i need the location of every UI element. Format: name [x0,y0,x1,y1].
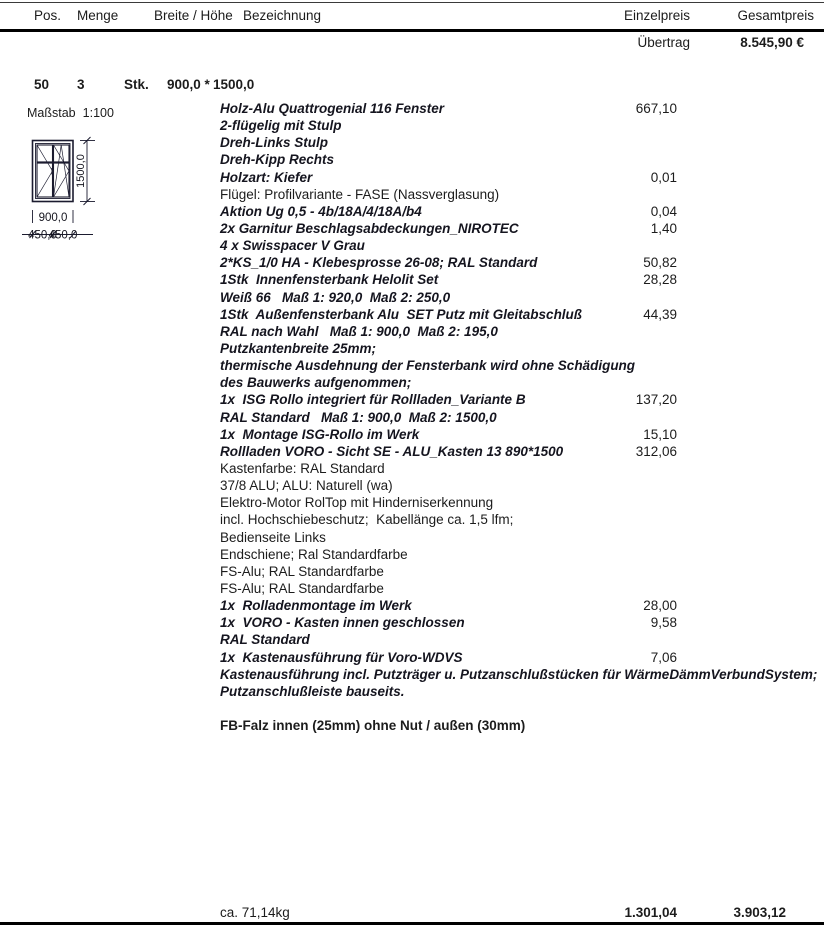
description-text: RAL Standard [220,632,310,648]
description-line [0,597,824,614]
description-line [0,340,824,357]
column-header-menge: Menge [77,8,119,23]
description-line [0,717,824,734]
description-text: Kastenausführung incl. Putzträger u. Putzanschlußstücken für WärmeDämmVerbundSystem; [220,666,818,682]
einzelpreis-value: 28,00 [643,598,677,614]
item-pos: 50 [34,77,50,92]
einzelpreis-value: 1,40 [650,220,677,236]
description-text: Dreh-Kipp Rechts [220,152,335,168]
description-text: Dreh-Links Stulp [220,135,329,151]
description-text: incl. Hochschiebeschutz; Kabellänge ca. 1,5 lfm; [220,512,514,528]
description-line [0,100,824,117]
description-text: 1x Montage ISG-Rollo im Werk [220,426,420,442]
item-hoehe: 1500,0 [213,77,255,92]
description-line [0,477,824,494]
description-text: 37/8 ALU; ALU: Naturell (wa) [220,478,393,494]
description-text: Holzart: Kiefer [220,169,313,185]
column-header-bezeichnung: Bezeichnung [243,8,322,23]
description-block [0,100,824,734]
description-line [0,580,824,597]
einzelpreis-value: 667,10 [635,101,677,116]
description-line [0,511,824,528]
description-text: Flügel: Profilvariante - FASE (Nassverglasung) [220,186,500,202]
description-text: thermische Ausdehnung der Fensterbank wird ohne Schädigung [220,358,636,374]
description-text: Putzkantenbreite 25mm; [220,340,377,356]
header-rule [0,29,824,32]
description-text: Kastenfarbe: RAL Standard [220,460,385,476]
description-line [0,134,824,151]
description-line [0,186,824,203]
description-text: FS-Alu; RAL Standardfarbe [220,563,384,579]
masstab-value: 1:100 [82,106,114,120]
item-einzelpreis-total: 1.301,04 [624,905,677,920]
description-text: RAL nach Wahl Maß 1: 900,0 Maß 2: 195,0 [220,323,498,339]
item-gesamtpreis-total: 3.903,12 [733,905,786,920]
height-dimension-label: 1500,0 [74,154,87,188]
description-line [0,254,824,271]
description-line [0,357,824,374]
column-header-breite-hoehe: Breite / Höhe [154,8,233,23]
description-text: FB-Falz innen (25mm) ohne Nut / außen (30mm) [220,718,526,734]
width-dimension-label: 900,0 [38,212,68,224]
top-rule [0,2,824,3]
description-text: 1x VORO - Kasten innen geschlossen [220,615,465,631]
einzelpreis-value: 44,39 [643,306,677,322]
einzelpreis-value: 137,20 [635,392,677,408]
description-text: 1Stk Innenfensterbank Helolit Set [220,272,439,288]
einzelpreis-value: 0,01 [650,169,677,185]
description-line [0,529,824,546]
description-line [0,426,824,443]
einzelpreis-value: 7,06 [650,649,677,665]
description-text: 4 x Swisspacer V Grau [220,238,365,254]
description-text: RAL Standard Maß 1: 900,0 Maß 2: 1500,0 [220,409,497,425]
description-line [0,700,824,717]
description-line [0,666,824,683]
description-line [0,614,824,631]
item-breite: 900,0 * [167,77,210,92]
half-dimension-label-left: 450,0 [28,229,57,242]
description-line [0,546,824,563]
description-text: Holz-Alu Quattrogenial 116 Fenster [220,101,445,116]
einzelpreis-value: 0,04 [650,203,677,219]
description-line [0,306,824,323]
description-line [0,631,824,648]
description-text: 2x Garnitur Beschlagsabdeckungen_NIROTEC [220,220,519,236]
description-text: des Bauwerks aufgenommen; [220,375,412,391]
column-header-gesamtpreis: Gesamtpreis [737,8,814,23]
description-text: 1x Rolladenmontage im Werk [220,598,412,614]
description-text: Rollladen VORO - Sicht SE - ALU_Kasten 13 890*1500 [220,443,564,459]
description-line [0,409,824,426]
item-menge: 3 [77,77,85,92]
einzelpreis-value: 15,10 [643,426,677,442]
einzelpreis-value: 9,58 [650,615,677,631]
description-text: 1x Kastenausführung für Voro-WDVS [220,649,463,665]
description-line [0,494,824,511]
description-line [0,289,824,306]
einzelpreis-value: 50,82 [643,255,677,271]
einzelpreis-value: 28,28 [643,272,677,288]
einzelpreis-value: 312,06 [635,443,677,459]
description-text: 1Stk Außenfensterbank Alu SET Putz mit Gleitabschluß [220,306,583,322]
item-weight: ca. 71,14kg [220,905,290,920]
half-dimension-label-right: 450,0 [48,229,78,242]
description-text: 2*KS_1/0 HA - Klebesprosse 26-08; RAL Standard [220,255,538,271]
column-header-einzelpreis: Einzelpreis [623,8,690,23]
description-line [0,151,824,168]
description-line [0,460,824,477]
description-line [0,683,824,700]
description-text: Endschiene; Ral Standardfarbe [220,546,408,562]
description-line [0,563,824,580]
description-line [0,323,824,340]
description-text: Elektro-Motor RolTop mit Hinderniserkennung [220,495,494,511]
description-text: Putzanschlußleiste bauseits. [220,683,405,699]
description-line [0,169,824,186]
description-text: Weiß 66 Maß 1: 920,0 Maß 2: 250,0 [220,289,451,305]
description-line [0,203,824,220]
description-line [0,237,824,254]
bottom-rule [0,922,824,925]
description-text: Aktion Ug 0,5 - 4b/18A/4/18A/b4 [220,203,422,219]
masstab-label: Maßstab [27,106,76,120]
description-line [0,271,824,288]
uebertrag-value: 8.545,90 € [740,35,804,50]
description-text: Bedienseite Links [220,529,326,545]
item-unit: Stk. [124,77,149,92]
description-line [0,649,824,666]
description-text: 1x ISG Rollo integriert für Rollladen_Variante B [220,392,526,408]
description-line [0,220,824,237]
description-line [0,374,824,391]
description-text: 2-flügelig mit Stulp [220,118,342,134]
description-line [0,391,824,408]
column-header-pos: Pos. [34,8,62,23]
description-text: FS-Alu; RAL Standardfarbe [220,580,384,596]
description-line [0,117,824,134]
description-line [0,443,824,460]
uebertrag-label: Übertrag [637,35,690,50]
